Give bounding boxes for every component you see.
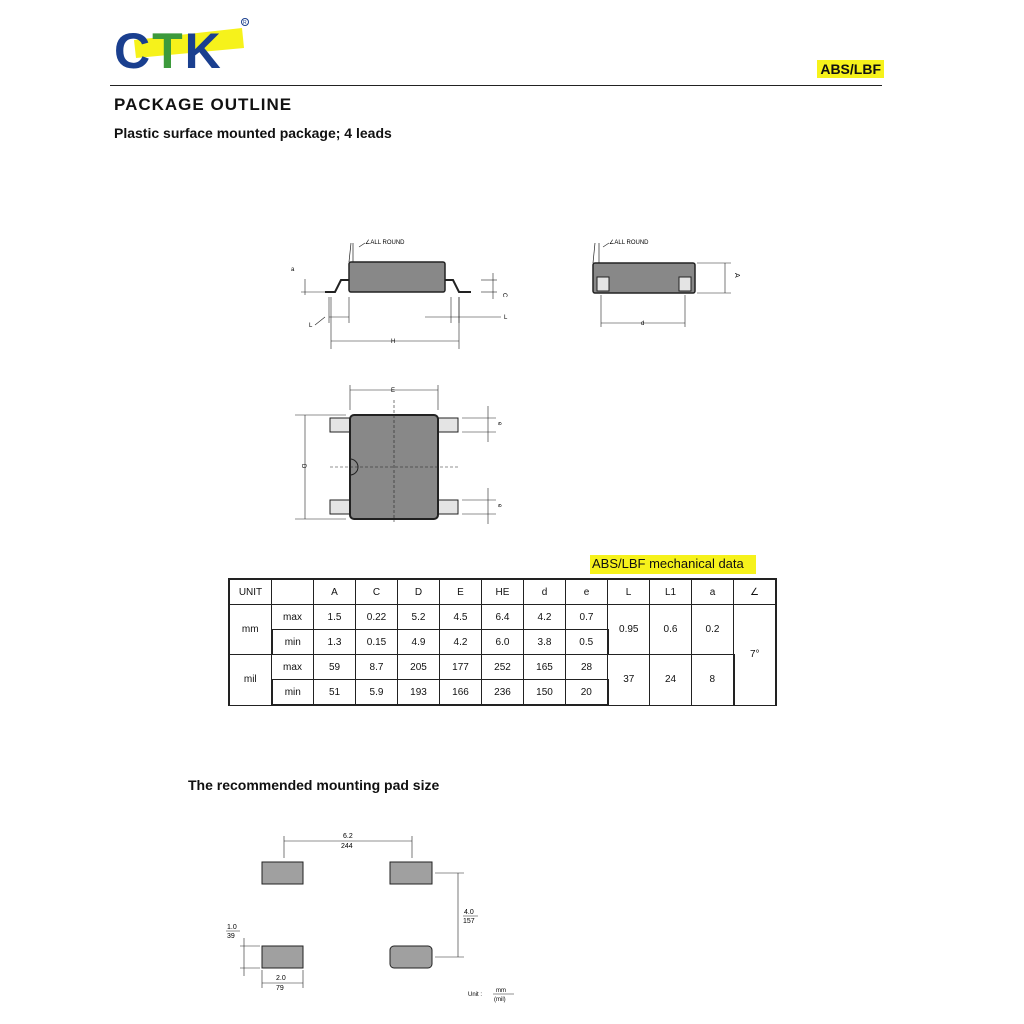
value-cell: 37: [608, 655, 650, 706]
mounting-pad-drawing: [220, 828, 530, 1008]
value-cell: 252: [482, 655, 524, 680]
all-round-end-label: ∠ALL ROUND: [609, 240, 649, 246]
value-cell: 177: [440, 655, 482, 680]
value-cell: 5.2: [398, 605, 440, 630]
header-cell: D: [398, 579, 440, 605]
pad-w-mil-label: 79: [276, 985, 284, 992]
height-mil-label: 157: [463, 918, 475, 925]
ctk-logo: [112, 18, 252, 74]
header-cell: [272, 579, 314, 605]
dim-e-top-label: e: [496, 422, 502, 426]
value-cell: 0.95: [608, 605, 650, 655]
pad-bottom-right: [390, 946, 432, 968]
top-view-drawing: [290, 380, 515, 525]
header-cell: a: [692, 579, 734, 605]
value-cell: 6.0: [482, 630, 524, 655]
dim-D-label: D: [300, 464, 306, 469]
pad-top-right: [390, 862, 432, 884]
header-cell: A: [314, 579, 356, 605]
header-cell: L: [608, 579, 650, 605]
unit-bottom-label: (mil): [494, 997, 506, 1003]
pad-w-mm-label: 2.0: [276, 975, 286, 982]
value-cell: 59: [314, 655, 356, 680]
value-cell: 4.5: [440, 605, 482, 630]
pad-bottom-left: [262, 946, 303, 968]
value-cell: 0.5: [566, 630, 608, 655]
pad-section-title: The recommended mounting pad size: [188, 777, 440, 793]
header-cell: d: [524, 579, 566, 605]
value-cell: 236: [482, 680, 524, 706]
value-cell: 0.7: [566, 605, 608, 630]
header-cell: e: [566, 579, 608, 605]
value-cell: 4.2: [440, 630, 482, 655]
value-cell: 3.8: [524, 630, 566, 655]
dim-A-label: A: [733, 273, 740, 278]
table-title: ABS/LBF mechanical data: [590, 555, 756, 574]
value-cell: 4.2: [524, 605, 566, 630]
unit-cell: mm: [229, 605, 272, 655]
value-cell: 205: [398, 655, 440, 680]
value-cell: 20: [566, 680, 608, 706]
value-cell: 150: [524, 680, 566, 706]
table-row: [229, 655, 776, 680]
value-cell: 0.22: [356, 605, 398, 630]
header-cell: E: [440, 579, 482, 605]
value-cell: 8.7: [356, 655, 398, 680]
dim-a-label: a: [291, 267, 295, 273]
value-cell: 5.9: [356, 680, 398, 706]
pad-h-mm-label: 1.0: [227, 924, 237, 931]
value-cell: 0.15: [356, 630, 398, 655]
svg-text:R: R: [243, 20, 247, 26]
package-subtitle: Plastic surface mounted package; 4 leads: [114, 125, 392, 141]
row-label: max: [272, 655, 314, 680]
value-cell: 193: [398, 680, 440, 706]
value-cell: 1.5: [314, 605, 356, 630]
side-view-drawing: [285, 235, 525, 350]
table-header-row: [229, 579, 776, 605]
height-mm-label: 4.0: [464, 909, 474, 916]
width-mil-label: 244: [341, 843, 353, 850]
pad-h-mil-label: 39: [227, 933, 235, 940]
pad-top-left: [262, 862, 303, 884]
dim-d-label: d: [641, 321, 645, 327]
dim-l1-label: L: [504, 315, 508, 321]
row-label: min: [272, 680, 314, 706]
dim-he-label: H: [391, 339, 396, 345]
part-number-tag: ABS/LBF: [817, 60, 884, 78]
value-cell: 6.4: [482, 605, 524, 630]
header-cell: C: [356, 579, 398, 605]
section-title: PACKAGE OUTLINE: [114, 95, 293, 114]
header-cell: ∠: [734, 579, 777, 605]
row-label: min: [272, 630, 314, 655]
value-cell: 51: [314, 680, 356, 706]
dim-e-bottom-label: e: [496, 504, 502, 508]
all-round-label: ∠ALL ROUND: [365, 240, 405, 246]
value-cell: 0.6: [650, 605, 692, 655]
table-row: [229, 605, 776, 630]
header-rule: [110, 85, 882, 86]
row-label: max: [272, 605, 314, 630]
header-cell: HE: [482, 579, 524, 605]
value-cell: 28: [566, 655, 608, 680]
value-cell: 1.3: [314, 630, 356, 655]
dim-l-label: L: [309, 323, 313, 329]
unit-cell: mil: [229, 655, 272, 706]
angle-cell: 7°: [734, 605, 777, 706]
unit-top-label: mm: [496, 988, 506, 994]
value-cell: 166: [440, 680, 482, 706]
dim-E-label: E: [391, 388, 396, 394]
value-cell: 8: [692, 655, 734, 706]
value-cell: 165: [524, 655, 566, 680]
header-cell: UNIT: [229, 579, 272, 605]
width-mm-label: 6.2: [343, 833, 353, 840]
header-cell: L1: [650, 579, 692, 605]
unit-label: Unit :: [468, 992, 483, 998]
mechanical-data-table: [228, 578, 777, 706]
value-cell: 0.2: [692, 605, 734, 655]
value-cell: 4.9: [398, 630, 440, 655]
dim-c-label: C: [501, 293, 507, 298]
value-cell: 24: [650, 655, 692, 706]
end-view-drawing: [575, 235, 745, 335]
svg-text:CTK: CTK: [114, 23, 223, 74]
